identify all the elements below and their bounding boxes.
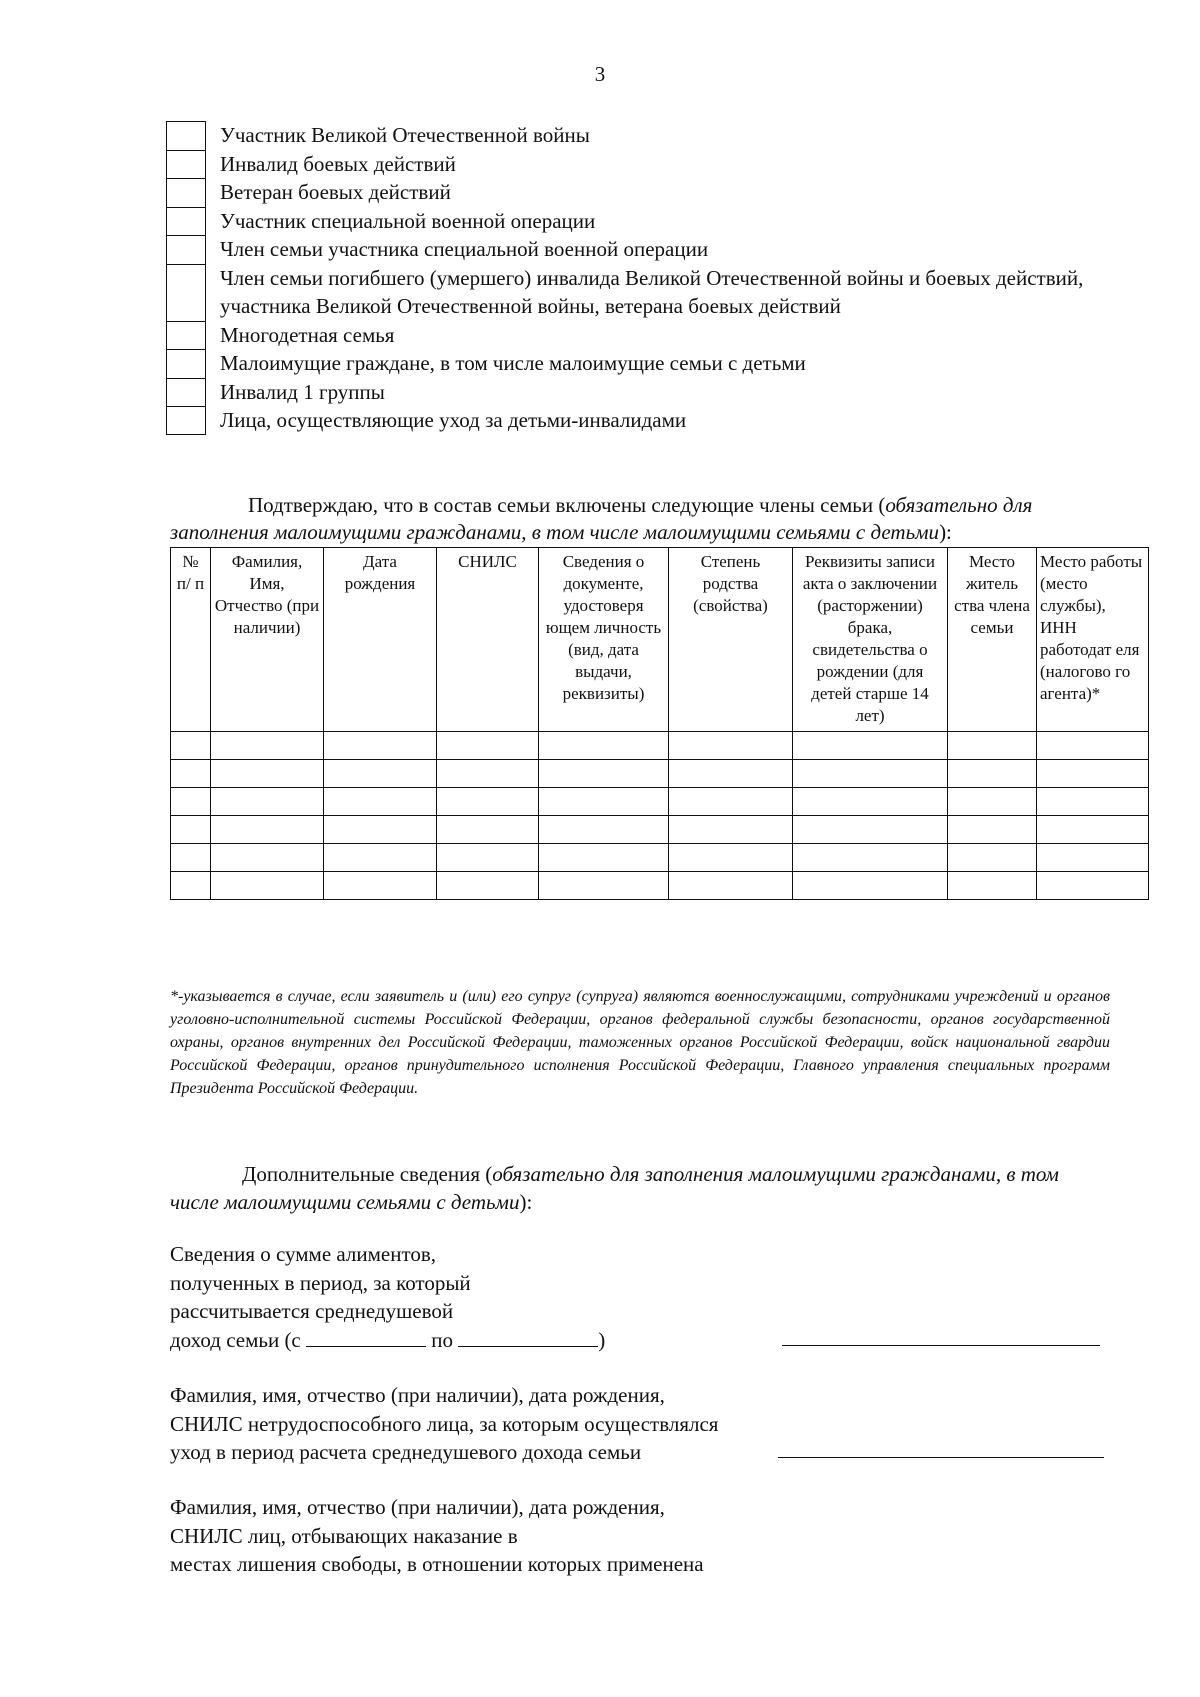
table-cell[interactable] (211, 732, 324, 760)
category-checkbox[interactable] (166, 235, 206, 264)
category-label: Инвалид 1 группы (220, 379, 385, 404)
table-cell[interactable] (211, 760, 324, 788)
table-cell[interactable] (669, 788, 793, 816)
table-cell[interactable] (324, 732, 437, 760)
table-cell[interactable] (948, 872, 1037, 900)
category-checkbox[interactable] (166, 150, 206, 179)
table-row (171, 872, 1149, 900)
table-row (171, 844, 1149, 872)
family-members-table (170, 547, 1149, 900)
table-cell[interactable] (793, 760, 948, 788)
table-cell[interactable] (437, 844, 539, 872)
table-cell[interactable] (1037, 732, 1149, 760)
table-cell[interactable] (171, 816, 211, 844)
table-cell[interactable] (171, 760, 211, 788)
additional-info-italic: обязательно для заполнения малоимущими гражданами, в том числе малоимущими семьями с детьми (170, 1162, 1059, 1214)
table-cell[interactable] (948, 760, 1037, 788)
table-cell[interactable] (1037, 788, 1149, 816)
col-header-id-document: Сведения о документе, удостоверя ющем личность (вид, дата выдачи, реквизиты) (539, 548, 669, 732)
footnote: *-указывается в случае, если заявитель и (или) его супруг (супруга) являются военнослужащими, сотрудниками учреждений и органов уголовно-исполнительной системы Российской Федерации, органов федеральной службы безопасности, органов государственной охраны, органов внутренних дел Российской Федерации, таможенных органов Российской Федерации, войск национальной гвардии Российской Федерации, органов принудительного исполнения Российской Федерации, Главного управления специальных программ Президента Российской Федерации. (170, 988, 1110, 1097)
prisoners-section (170, 1493, 1130, 1579)
additional-info-text: Дополнительные сведения ( (242, 1162, 493, 1186)
period-end-field[interactable] (458, 1326, 598, 1347)
table-cell[interactable] (793, 872, 948, 900)
table-cell[interactable] (539, 760, 669, 788)
table-cell[interactable] (669, 872, 793, 900)
caretaker-section (170, 1381, 1130, 1467)
category-label: Инвалид боевых действий (220, 151, 456, 176)
table-cell[interactable] (539, 732, 669, 760)
category-checkbox[interactable] (166, 207, 206, 236)
category-item[interactable] (166, 349, 1126, 378)
alimony-section (170, 1240, 1130, 1354)
table-row (171, 732, 1149, 760)
family-intro (170, 492, 1110, 546)
col-header-snils: СНИЛС (437, 548, 539, 732)
table-cell[interactable] (539, 844, 669, 872)
prisoners-label-line: местах лишения свободы, в отношении которых применена (170, 1552, 704, 1576)
alimony-label-line: полученных в период, за который (170, 1270, 471, 1295)
category-item[interactable] (166, 207, 1126, 236)
category-item[interactable] (166, 321, 1126, 350)
table-cell[interactable] (539, 788, 669, 816)
table-cell[interactable] (171, 872, 211, 900)
category-item[interactable] (166, 406, 1126, 435)
table-cell[interactable] (793, 816, 948, 844)
category-label: Член семьи участника специальной военной операции (220, 237, 709, 261)
table-cell[interactable] (948, 816, 1037, 844)
category-item[interactable] (166, 378, 1126, 407)
table-row (171, 816, 1149, 844)
table-cell[interactable] (211, 816, 324, 844)
table-header-row (171, 548, 1149, 732)
table-cell[interactable] (1037, 844, 1149, 872)
table-cell[interactable] (948, 788, 1037, 816)
table-cell[interactable] (211, 872, 324, 900)
table-cell[interactable] (948, 732, 1037, 760)
table-cell[interactable] (1037, 872, 1149, 900)
family-intro-end: ): (939, 520, 952, 544)
table-cell[interactable] (324, 816, 437, 844)
category-list (166, 121, 1126, 435)
category-item[interactable] (166, 235, 1126, 264)
category-checkbox[interactable] (166, 321, 206, 350)
prisoners-label-line: СНИЛС лиц, отбывающих наказание в (170, 1523, 518, 1548)
table-cell[interactable] (793, 732, 948, 760)
category-checkbox[interactable] (166, 264, 206, 321)
category-checkbox[interactable] (166, 349, 206, 378)
table-cell[interactable] (211, 788, 324, 816)
period-start-field[interactable] (306, 1326, 426, 1347)
table-cell[interactable] (437, 732, 539, 760)
table-cell[interactable] (669, 760, 793, 788)
table-cell[interactable] (437, 816, 539, 844)
category-label: Ветеран боевых действий (220, 180, 451, 204)
alimony-period-suffix: ) (598, 1327, 606, 1352)
caretaker-label-line: Фамилия, имя, отчество (при наличии), дата рождения, (170, 1383, 665, 1407)
col-header-birthdate: Дата рождения (324, 548, 437, 732)
table-cell[interactable] (324, 844, 437, 872)
table-cell[interactable] (793, 844, 948, 872)
table-cell[interactable] (793, 788, 948, 816)
col-header-relationship: Степень родства (свойства) (669, 548, 793, 732)
table-cell[interactable] (539, 816, 669, 844)
table-cell[interactable] (171, 788, 211, 816)
caretaker-label-line: СНИЛС нетрудоспособного лица, за которым осуществлялся (170, 1411, 719, 1436)
table-cell[interactable] (669, 844, 793, 872)
table-cell[interactable] (324, 788, 437, 816)
caretaker-info-field[interactable] (778, 1456, 1104, 1458)
category-item[interactable] (166, 178, 1126, 207)
table-cell[interactable] (948, 844, 1037, 872)
table-cell[interactable] (211, 844, 324, 872)
category-label: Малоимущие граждане, в том числе малоимущие семьи с детьми (220, 351, 806, 375)
category-label: Член семьи погибшего (умершего) инвалида Великой Отечественной войны и боевых действий, участника Великой Отечественной войны, ветерана боевых действий (220, 265, 1084, 318)
alimony-period-middle: по (431, 1327, 454, 1352)
table-cell[interactable] (171, 732, 211, 760)
category-label: Многодетная семья (220, 322, 395, 347)
col-header-workplace: Место работы (место службы), ИНН работодат еля (налогово го агента)* (1037, 548, 1149, 732)
table-cell[interactable] (1037, 760, 1149, 788)
col-header-name: Фамилия, Имя, Отчество (при наличии) (211, 548, 324, 732)
table-cell[interactable] (539, 872, 669, 900)
category-label: Участник специальной военной операции (220, 208, 596, 233)
additional-info-end: ): (519, 1190, 533, 1214)
table-row (171, 788, 1149, 816)
category-label: Участник Великой Отечественной войны (220, 123, 590, 147)
alimony-amount-field[interactable] (782, 1344, 1100, 1346)
table-cell[interactable] (324, 760, 437, 788)
page-number: 3 (594, 62, 606, 86)
table-cell[interactable] (1037, 816, 1149, 844)
category-checkbox[interactable] (166, 178, 206, 207)
family-intro-italic: обязательно для заполнения малоимущими гражданами, в том числе малоимущими семьями с детьми (170, 493, 1033, 544)
category-item[interactable] (166, 264, 1126, 321)
category-checkbox[interactable] (166, 121, 206, 150)
col-header-residence: Место житель ства члена семьи (948, 548, 1037, 732)
category-checkbox[interactable] (166, 378, 206, 407)
additional-info-heading (170, 1160, 1110, 1216)
caretaker-label-line: уход в период расчета среднедушевого дохода семьи (170, 1440, 642, 1464)
category-item[interactable] (166, 150, 1126, 179)
col-header-civil-record: Реквизиты записи акта о заключении (расторжении) брака, свидетельства о рождении (для детей старше 14 лет) (793, 548, 948, 732)
table-cell[interactable] (669, 816, 793, 844)
category-label: Лица, осуществляющие уход за детьми-инвалидами (220, 408, 687, 432)
table-cell[interactable] (324, 872, 437, 900)
family-intro-text: Подтверждаю, что в состав семьи включены следующие члены семьи ( (248, 493, 886, 517)
table-cell[interactable] (669, 732, 793, 760)
table-cell[interactable] (171, 844, 211, 872)
alimony-label-line: рассчитывается среднедушевой (170, 1299, 454, 1323)
table-row (171, 760, 1149, 788)
col-header-number: № п/ п (171, 548, 211, 732)
alimony-period-prefix: доход семьи (с (170, 1327, 301, 1352)
table-cell[interactable] (437, 760, 539, 788)
category-checkbox[interactable] (166, 406, 206, 435)
alimony-label-line: Сведения о сумме алиментов, (170, 1242, 437, 1266)
table-cell[interactable] (437, 872, 539, 900)
prisoners-label-line: Фамилия, имя, отчество (при наличии), дата рождения, (170, 1495, 665, 1519)
table-cell[interactable] (437, 788, 539, 816)
category-item[interactable] (166, 121, 1126, 150)
